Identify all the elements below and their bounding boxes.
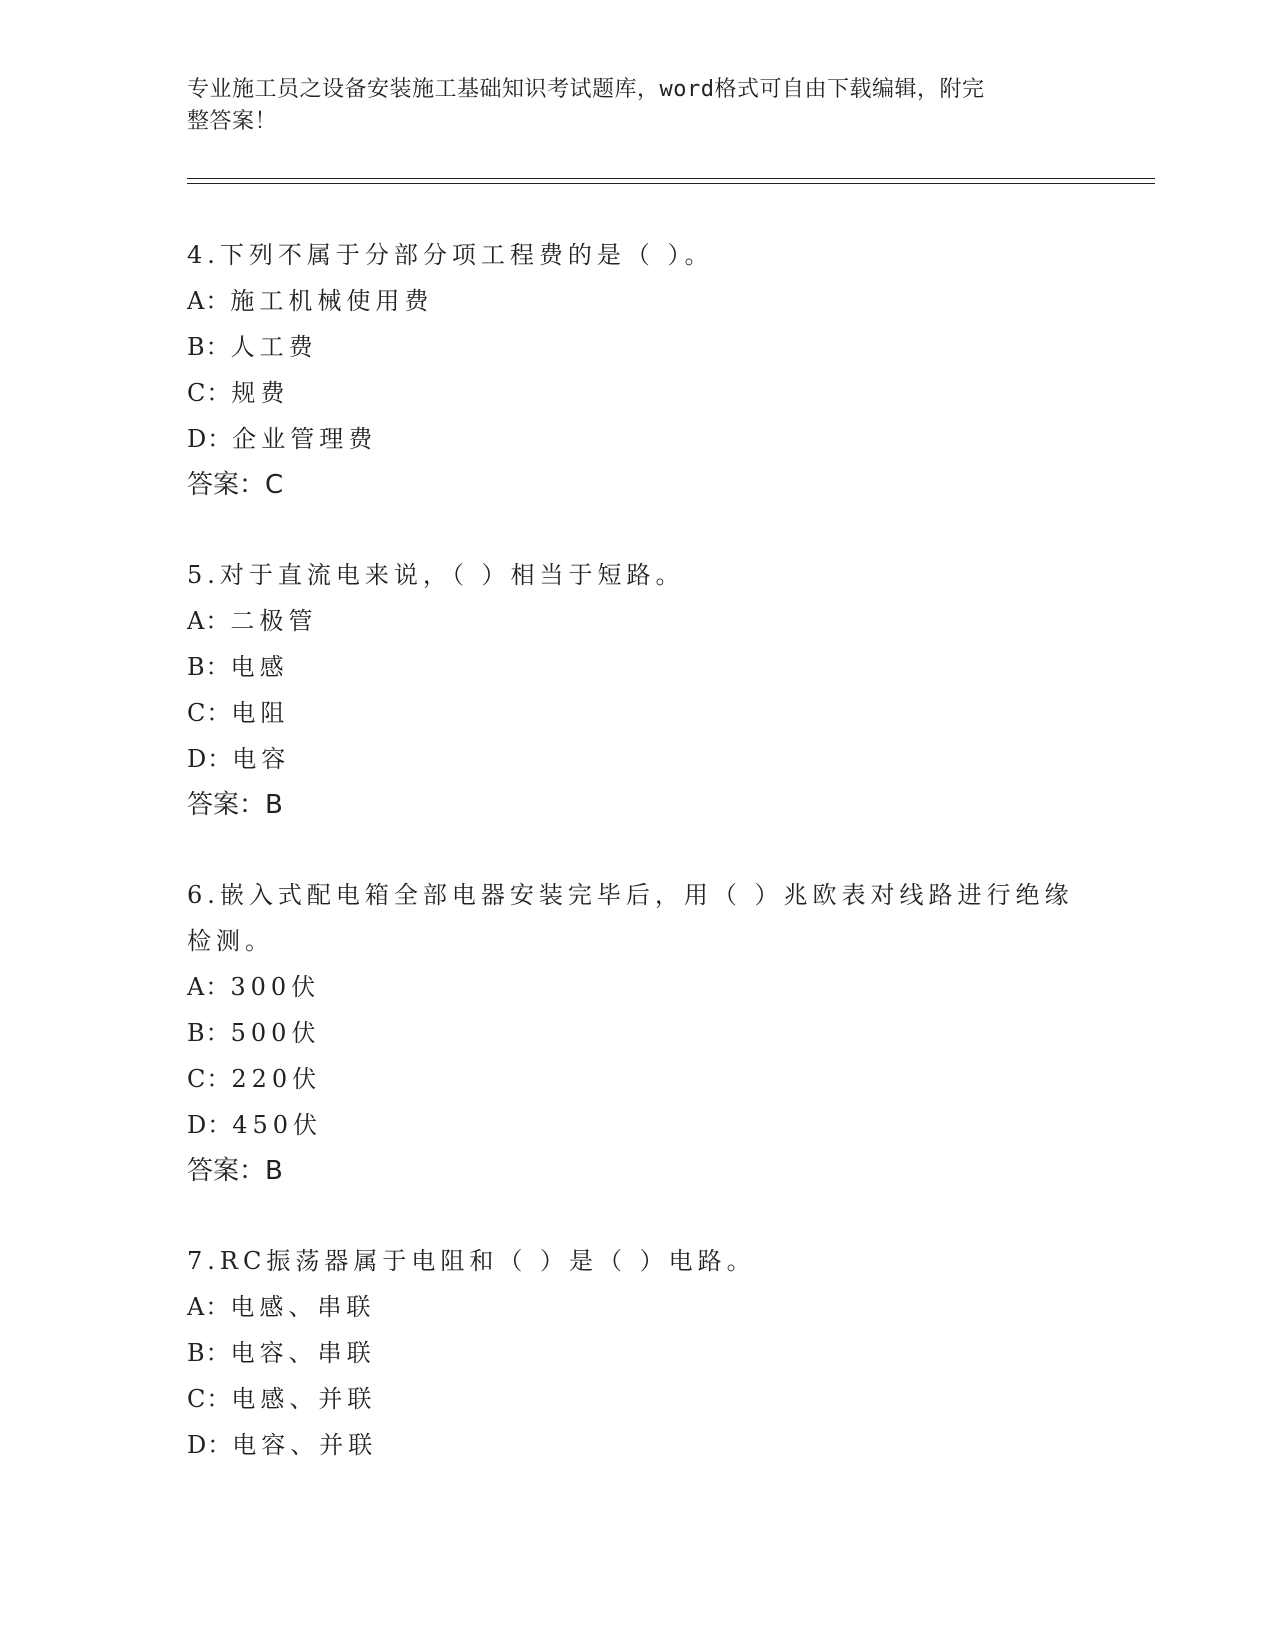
option-key: A： [187,973,231,1001]
option-c [187,1056,1087,1102]
option-key: C： [187,379,232,407]
option-text: 电容、并联 [232,1431,378,1459]
question-5 [187,552,1087,828]
option-a [187,278,1087,324]
option-b [187,1010,1087,1056]
option-text: 500伏 [230,1019,321,1047]
option-text: 施工机械使用费 [230,287,434,315]
question-stem-line-2: 检测。 [187,927,274,955]
option-key: D： [187,425,233,453]
question-stem: 5.对于直流电来说，（ ）相当于短路。 [187,561,685,589]
option-c [187,1376,1087,1422]
option-d [187,736,1087,782]
option-key: A： [187,287,231,315]
option-key: A： [187,1293,231,1321]
question-stem: 7.RC振荡器属于电阻和（ ）是（ ）电路。 [187,1247,756,1275]
option-text: 电阻 [231,699,290,727]
option-key: B： [187,333,231,361]
option-text: 300伏 [230,973,321,1001]
header-divider-top [187,178,1155,179]
option-key: B： [187,653,231,681]
option-text: 电容、串联 [230,1339,376,1367]
option-text: 企业管理费 [232,425,378,453]
answer-line: 答案：B [187,1156,283,1186]
option-key: D： [187,1111,233,1139]
option-c [187,370,1087,416]
option-text: 二极管 [230,607,318,635]
option-text: 人工费 [230,333,318,361]
option-d [187,416,1087,462]
option-a [187,1284,1087,1330]
option-key: B： [187,1339,231,1367]
option-text: 220伏 [231,1065,322,1093]
header-divider-bottom [187,183,1155,184]
option-text: 450伏 [232,1111,323,1139]
option-text: 电感、并联 [231,1385,377,1413]
option-text: 电感 [230,653,289,681]
question-4 [187,232,1087,508]
option-key: C： [187,1065,232,1093]
option-text: 电容 [232,745,291,773]
option-a [187,598,1087,644]
answer-line: 答案：B [187,790,283,820]
option-key: C： [187,1385,232,1413]
option-b [187,324,1087,370]
option-key: B： [187,1019,231,1047]
header-line-1: 专业施工员之设备安装施工基础知识考试题库，word格式可自由下载编辑，附完 [187,77,985,102]
question-stem-line-1: 6.嵌入式配电箱全部电器安装完毕后，用（ ）兆欧表对线路进行绝缘 [187,881,1074,909]
option-b [187,1330,1087,1376]
question-stem: 4.下列不属于分部分项工程费的是（ ）。 [187,241,714,269]
option-key: D： [187,745,233,773]
question-6 [187,872,1087,1194]
answer-line: 答案：C [187,470,284,500]
option-b [187,644,1087,690]
option-text: 规费 [231,379,290,407]
option-c [187,690,1087,736]
option-key: A： [187,607,231,635]
option-text: 电感、串联 [230,1293,376,1321]
option-d [187,1422,1087,1468]
header-line-2: 整答案！ [187,109,278,134]
option-d [187,1102,1087,1148]
option-a [187,964,1087,1010]
question-7 [187,1238,1087,1468]
option-key: D： [187,1431,233,1459]
option-key: C： [187,699,232,727]
document-header [187,74,1067,138]
